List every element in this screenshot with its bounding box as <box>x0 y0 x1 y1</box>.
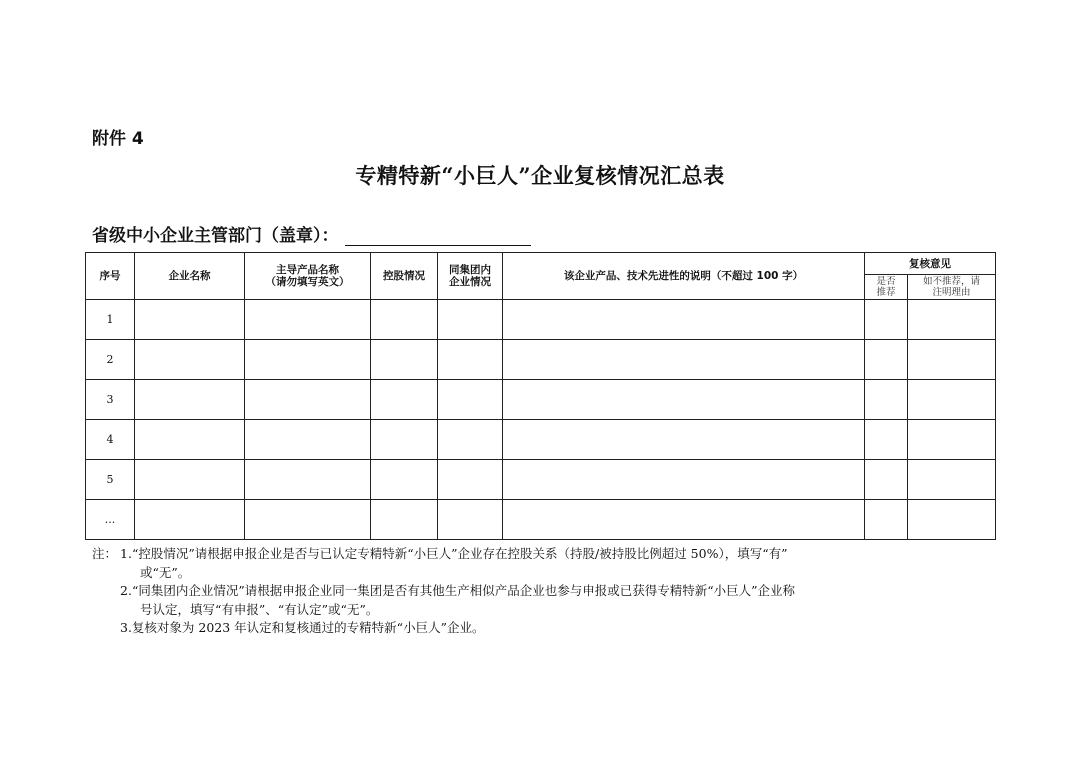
cell-recommend[interactable] <box>865 460 908 500</box>
cell-description[interactable] <box>503 380 865 420</box>
document-title: 专精特新“小巨人”企业复核情况汇总表 <box>355 163 725 188</box>
header-product-line2: （请勿填写英文） <box>265 276 350 288</box>
cell-holding[interactable] <box>371 460 438 500</box>
cell-company[interactable] <box>135 340 245 380</box>
table-row <box>86 340 996 380</box>
cell-company[interactable] <box>135 300 245 340</box>
note-1 <box>92 545 992 564</box>
department-label: 省级中小企业主管部门（盖章）： <box>92 226 339 246</box>
cell-description[interactable] <box>503 300 865 340</box>
cell-product[interactable] <box>245 380 371 420</box>
cell-group[interactable] <box>438 420 503 460</box>
note-2-number: 2. <box>120 583 132 598</box>
cell-reason[interactable] <box>908 420 996 460</box>
header-company: 企业名称 <box>135 253 245 300</box>
cell-holding[interactable] <box>371 340 438 380</box>
cell-recommend[interactable] <box>865 420 908 460</box>
attachment-label: 附件 4 <box>92 129 144 149</box>
header-seq: 序号 <box>86 253 135 300</box>
row-seq: 1 <box>86 300 135 340</box>
cell-reason[interactable] <box>908 460 996 500</box>
row-seq: 2 <box>86 340 135 380</box>
note-2-line1: “同集团内企业情况”请根据申报企业同一集团是否有其他生产相似产品企业也参与申报或已获得专精特新“小巨人”企业称 <box>131 583 796 598</box>
cell-product[interactable] <box>245 460 371 500</box>
cell-reason[interactable] <box>908 380 996 420</box>
cell-recommend[interactable] <box>865 500 908 540</box>
cell-company[interactable] <box>135 500 245 540</box>
note-3 <box>92 619 992 638</box>
header-recommend-line2: 推荐 <box>876 287 896 298</box>
note-2-line2: 号认定，填写“有申报”、“有认定”或“无”。 <box>140 601 379 617</box>
cell-company[interactable] <box>135 380 245 420</box>
table-row <box>86 300 996 340</box>
cell-holding[interactable] <box>371 300 438 340</box>
notes-section <box>92 545 992 638</box>
summary-table <box>85 252 996 540</box>
cell-product[interactable] <box>245 500 371 540</box>
header-reason <box>908 275 996 300</box>
row-seq: 3 <box>86 380 135 420</box>
cell-description[interactable] <box>503 340 865 380</box>
cell-reason[interactable] <box>908 500 996 540</box>
cell-product[interactable] <box>245 340 371 380</box>
note-3-text: 3.复核对象为 2023 年认定和复核通过的专精特新“小巨人”企业。 <box>120 620 485 635</box>
table-row <box>86 420 996 460</box>
cell-holding[interactable] <box>371 420 438 460</box>
cell-product[interactable] <box>245 300 371 340</box>
row-seq: ... <box>86 500 135 540</box>
header-reason-line1: 如不推荐，请 <box>922 276 980 287</box>
header-recommend <box>865 275 908 300</box>
header-group-line1: 同集团内 <box>449 264 491 276</box>
note-2 <box>92 582 992 601</box>
header-group-line2: 企业情况 <box>449 276 491 288</box>
cell-description[interactable] <box>503 460 865 500</box>
header-description: 该企业产品、技术先进性的说明（不超过 100 字） <box>503 253 865 300</box>
header-group <box>438 253 503 300</box>
notes-prefix: 注： <box>92 546 118 561</box>
cell-product[interactable] <box>245 420 371 460</box>
department-seal-blank[interactable] <box>345 228 531 246</box>
table-row <box>86 460 996 500</box>
cell-recommend[interactable] <box>865 340 908 380</box>
cell-company[interactable] <box>135 420 245 460</box>
cell-description[interactable] <box>503 420 865 460</box>
table-row <box>86 380 996 420</box>
cell-group[interactable] <box>438 500 503 540</box>
note-1-line2: 或“无”。 <box>140 564 191 580</box>
header-recommend-line1: 是否 <box>876 276 896 287</box>
note-2-continued <box>92 601 992 620</box>
cell-holding[interactable] <box>371 500 438 540</box>
header-holding: 控股情况 <box>371 253 438 300</box>
cell-recommend[interactable] <box>865 380 908 420</box>
header-review: 复核意见 <box>865 253 996 275</box>
note-1-number: 1. <box>120 546 132 561</box>
cell-reason[interactable] <box>908 340 996 380</box>
header-reason-line2: 注明理由 <box>932 287 971 298</box>
cell-group[interactable] <box>438 300 503 340</box>
cell-group[interactable] <box>438 460 503 500</box>
department-line <box>92 221 531 246</box>
cell-recommend[interactable] <box>865 300 908 340</box>
cell-holding[interactable] <box>371 380 438 420</box>
row-seq: 4 <box>86 420 135 460</box>
header-product-line1: 主导产品名称 <box>276 264 339 276</box>
note-1-continued <box>92 564 992 583</box>
row-seq: 5 <box>86 460 135 500</box>
cell-group[interactable] <box>438 340 503 380</box>
header-product <box>245 253 371 300</box>
cell-reason[interactable] <box>908 300 996 340</box>
cell-company[interactable] <box>135 460 245 500</box>
table-row <box>86 500 996 540</box>
cell-group[interactable] <box>438 380 503 420</box>
note-1-line1: “控股情况”请根据申报企业是否与已认定专精特新“小巨人”企业存在控股关系（持股/被持股比例超过 50%），填写“有” <box>131 546 788 561</box>
cell-description[interactable] <box>503 500 865 540</box>
